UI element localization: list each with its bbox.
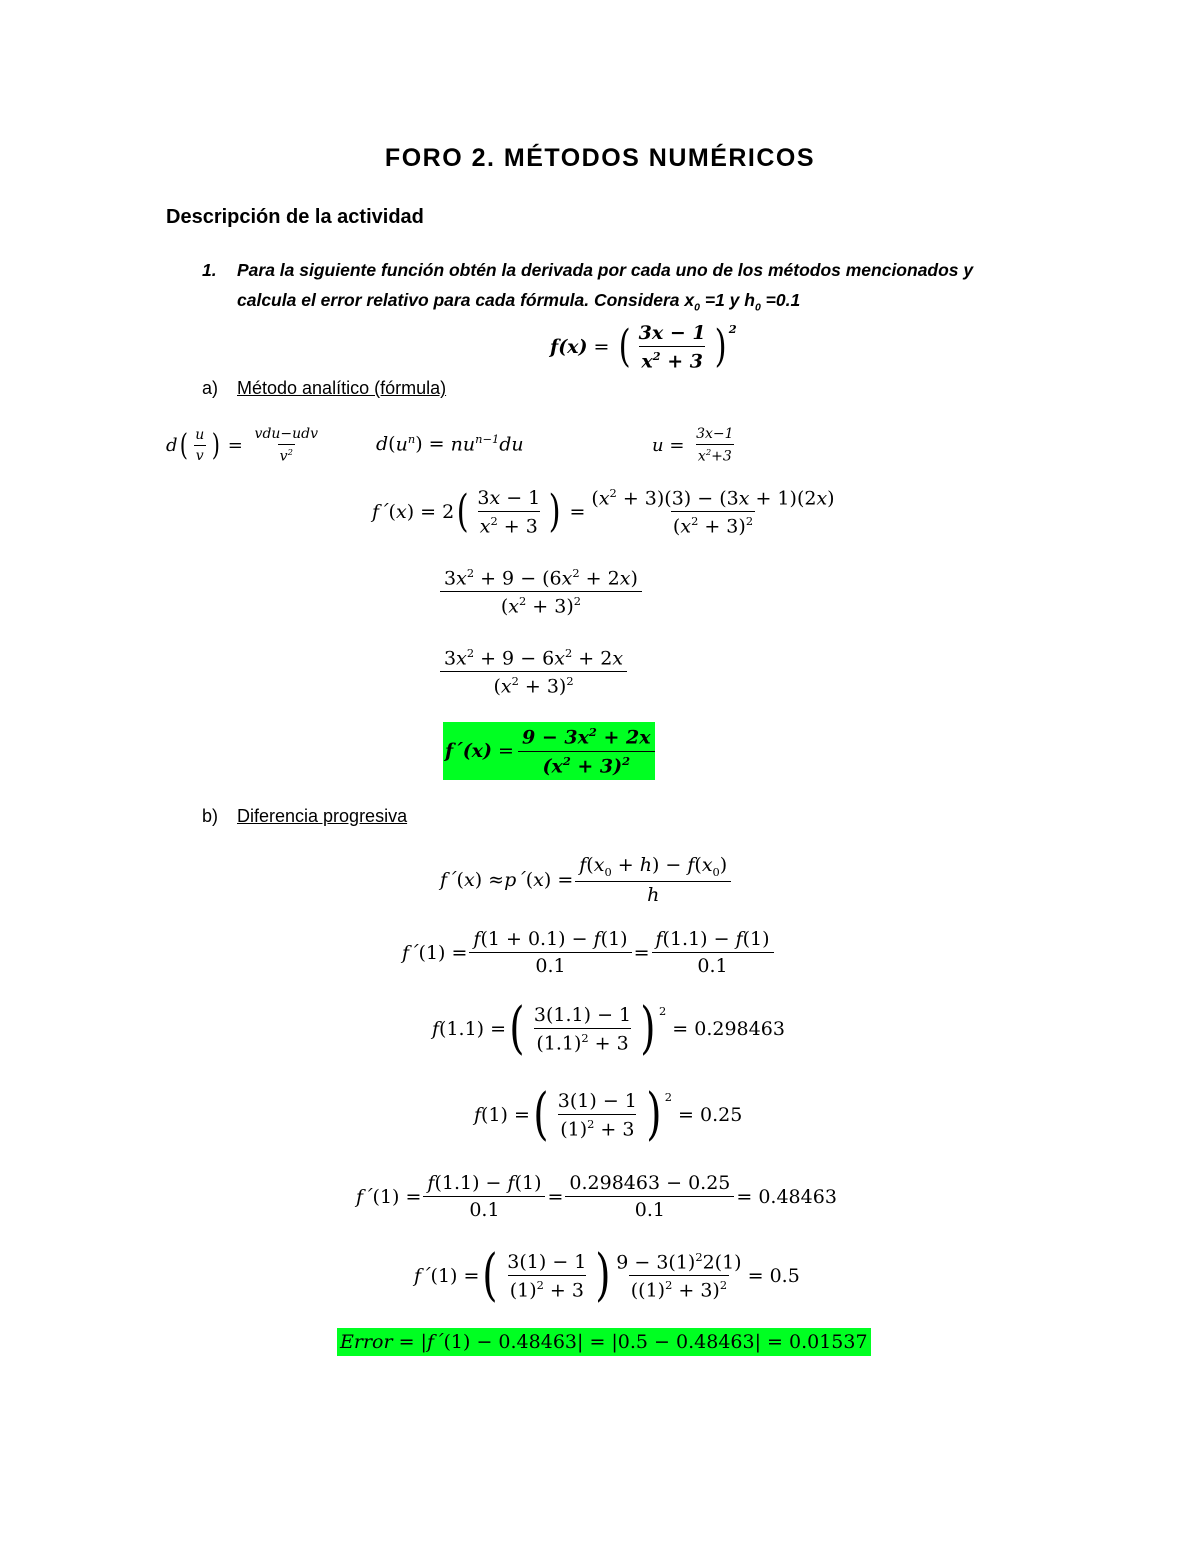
instruction-line-1: Para la siguiente función obtén la derivada por cada uno de los métodos mencionados y xyxy=(237,260,974,280)
forward-difference-formula: f´ ( x ) ≈ p´ ( x ) = $\frac{f(x_0 + h) - f(x_0)}{h}$ xyxy=(440,854,733,906)
derivative-step-2: $\frac{3x^2 + 9 - (6x^2 + 2x)}{(x^2 + 3)^2}$ xyxy=(442,566,640,618)
exact-derivative-value: f´ (1) = ( $\frac{3(1) - 1}{(1)^2 + 3}$ ) $\frac{9 - 3(1)^22(1)}{((1)^2 + 3)^2}$ = 0.5 xyxy=(414,1242,800,1308)
analytic-derivative-result: f´ (x) = $\frac{9 - 3x^2 + 2x}{(x^2 + 3)^2}$ xyxy=(443,722,655,780)
item-number: 1. xyxy=(202,260,217,280)
power-rule: d ( $u^n$ ) = $nu^{n-1}du$ xyxy=(376,432,524,456)
section-a-label: Método analítico (fórmula) xyxy=(237,378,447,398)
section-b-letter: b) xyxy=(202,806,219,826)
section-b-label: Diferencia progresiva xyxy=(237,806,408,826)
page-title: FORO 2. MÉTODOS NUMÉRICOS xyxy=(384,144,816,172)
error-result: Error = | f´ (1) − 0.48463| = |0.5 − 0.48463| = 0.01537 xyxy=(337,1328,871,1356)
forward-derivative-value: f´ (1) = $\frac{f(1.1) - f(1)}{0.1}$ = $\frac{0.298463 - 0.25}{0.1}$ = 0.48463 xyxy=(356,1172,837,1221)
section-heading: Descripción de la actividad xyxy=(166,206,424,228)
instruction-line-2: calcula el error relativo para cada fórmula. Considera $x_0 =1$ y $h_0 =0.1$ xyxy=(237,290,801,314)
derivative-step-1: f´ ( x ) = 2 ( $\frac{3x - 1}{x^2 + 3}$ ) = $\frac{(x^2 + 3)(3) - (3x + 1)(2x)}{(x^2 + 3)^2}$ xyxy=(372,486,835,538)
forward-difference-substitution: f´ (1) = $\frac{f(1 + 0.1) - f(1)}{0.1}$ = $\frac{f(1.1) - f(1)}{0.1}$ xyxy=(402,928,776,977)
substitution-u: u = $\frac{3x-1}{x^2+3}$ xyxy=(652,426,734,465)
derivative-step-3: $\frac{3x^2 + 9 - 6x^2 + 2x}{(x^2 + 3)^2}$ xyxy=(442,646,625,698)
f-of-1-1: f (1.1) = ( $\frac{3(1.1) - 1}{(1.1)^2 + 3}$ ) $^2$ = 0.298463 xyxy=(432,996,785,1061)
f-of-1: f (1) = ( $\frac{3(1) - 1}{(1)^2 + 3}$ ) $^2$ = 0.25 xyxy=(474,1082,743,1147)
function-definition: f (x) = ( $\frac{3x - 1}{x^2 + 3}$ ) $^2$ xyxy=(550,321,737,373)
quotient-rule: d ( $\frac{u}{v}$ ) = $\frac{\text{vdu−udv}}{v^2}$ xyxy=(166,426,319,465)
section-a-letter: a) xyxy=(202,378,219,398)
